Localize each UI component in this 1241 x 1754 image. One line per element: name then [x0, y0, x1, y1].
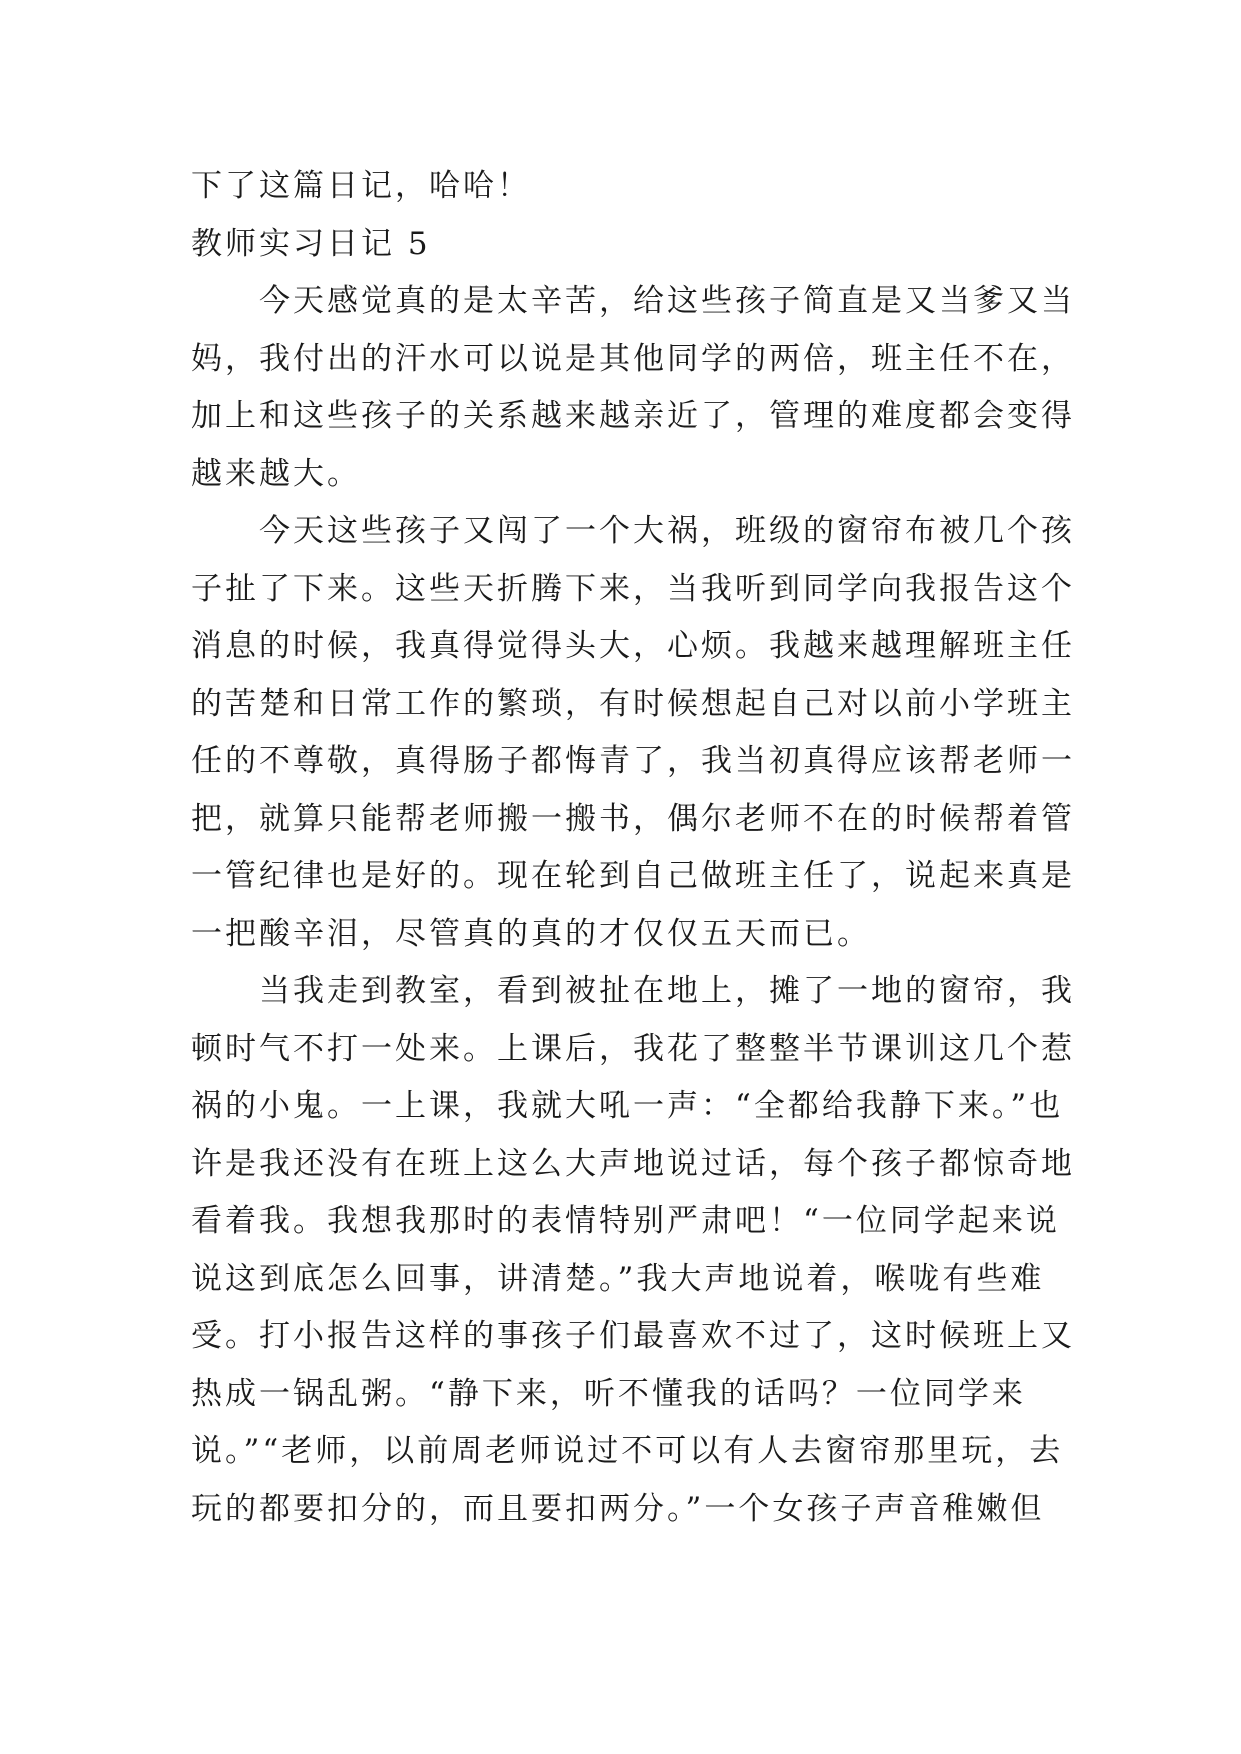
text-line: 子扯了下来。这些天折腾下来，当我听到同学向我报告这个	[191, 570, 1075, 607]
text-line: 祸的小鬼。一上课，我就大吼一声：“全都给我静下来。”也	[191, 1088, 1064, 1124]
text-line: 把，就算只能帮老师搬一搬书，偶尔老师不在的时候帮着管	[191, 800, 1075, 837]
text-line: 说。”“老师，以前周老师说过不可以有人去窗帘那里玩，去	[191, 1433, 1064, 1469]
section-title: 教师实习日记 5	[191, 225, 431, 262]
text-line: 消息的时候，我真得觉得头大，心烦。我越来越理解班主任	[191, 628, 1075, 664]
text-line: 妈，我付出的汗水可以说是其他同学的两倍，班主任不在，	[191, 340, 1075, 377]
text-line: 今天感觉真的是太辛苦，给这些孩子简直是又当爹又当	[259, 283, 1075, 319]
text-line: 今天这些孩子又闯了一个大祸，班级的窗帘布被几个孩	[259, 513, 1075, 549]
text-line: 受。打小报告这样的事孩子们最喜欢不过了，这时候班上又	[191, 1318, 1075, 1354]
text-line: 玩的都要扣分的，而且要扣两分。”一个女孩子声音稚嫩但	[191, 1490, 1045, 1527]
text-line: 的苦楚和日常工作的繁琐，有时候想起自己对以前小学班主	[191, 685, 1075, 722]
text-line: 热成一锅乱粥。“静下来，听不懂我的话吗？一位同学来	[191, 1375, 1026, 1412]
text-line: 许是我还没有在班上这么大声地说过话，每个孩子都惊奇地	[191, 1145, 1075, 1182]
text-line: 看着我。我想我那时的表情特别严肃吧！“一位同学起来说	[191, 1203, 1060, 1239]
text-line: 一管纪律也是好的。现在轮到自己做班主任了，说起来真是	[191, 858, 1075, 894]
text-line: 一把酸辛泪，尽管真的真的才仅仅五天而已。	[191, 915, 871, 952]
document-page	[191, 158, 1075, 1538]
text-line: 当我走到教室，看到被扯在地上，摊了一地的窗帘，我	[259, 973, 1075, 1009]
text-line: 加上和这些孩子的关系越来越亲近了，管理的难度都会变得	[191, 398, 1075, 434]
text-line: 说这到底怎么回事，讲清楚。”我大声地说着，喉咙有些难	[191, 1260, 1045, 1297]
text-line: 顿时气不打一处来。上课后，我花了整整半节课训这几个惹	[191, 1030, 1075, 1067]
text-line: 下了这篇日记，哈哈！	[191, 168, 531, 204]
text-line: 越来越大。	[191, 455, 361, 492]
text-line: 任的不尊敬，真得肠子都悔青了，我当初真得应该帮老师一	[191, 743, 1075, 779]
